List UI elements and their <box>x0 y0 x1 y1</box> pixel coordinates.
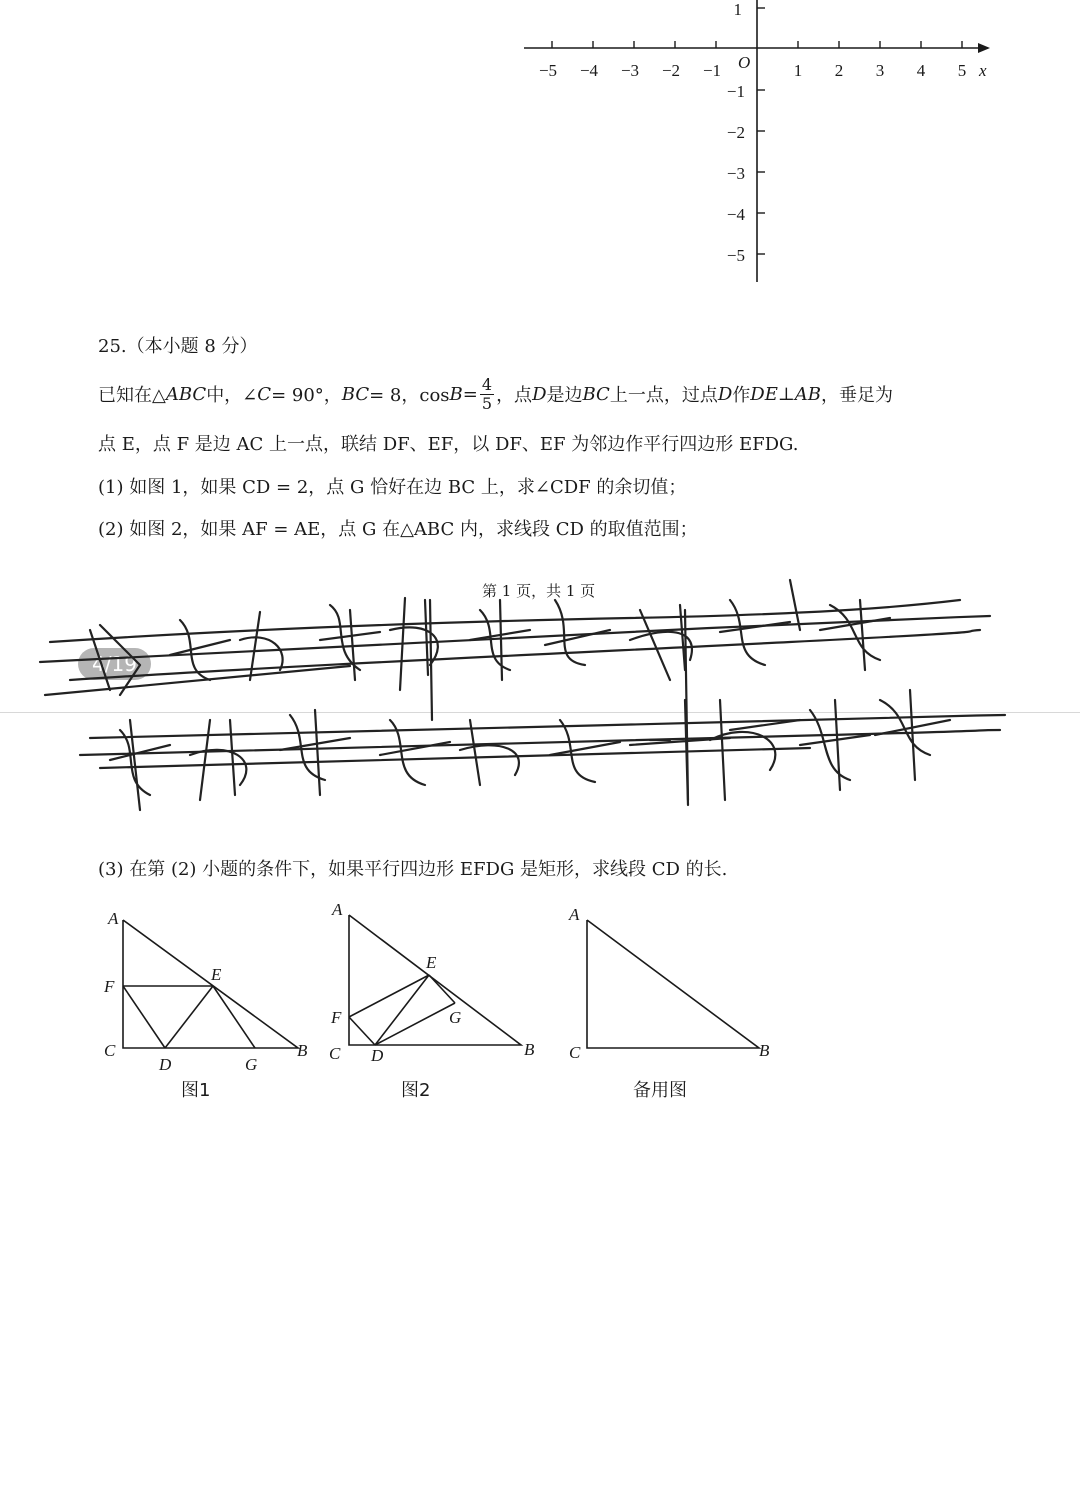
handwritten-scribble <box>30 570 1030 840</box>
point-label: A <box>332 900 343 919</box>
y-tick-label: −5 <box>726 246 745 265</box>
triangle-abc <box>123 920 298 1048</box>
segment-fd <box>349 1017 375 1045</box>
figure-1 <box>98 900 323 1080</box>
x-tick-label: 1 <box>793 61 803 80</box>
x-tick-label: 5 <box>957 61 967 80</box>
figure-2-caption: 图2 <box>401 1080 431 1101</box>
x-tick-label: −4 <box>579 61 599 80</box>
x-tick-label: −5 <box>538 61 558 80</box>
point-label: D <box>371 1046 384 1065</box>
segment-fd <box>123 986 165 1048</box>
y-tick-label: −3 <box>726 164 745 183</box>
fraction-numerator: 4 <box>481 374 493 394</box>
text-span: D <box>717 383 733 405</box>
y-tick-label: −1 <box>726 82 745 101</box>
figure-3 <box>565 898 790 1078</box>
text-span: 中，∠ <box>206 385 258 406</box>
text-span: 上一点，过点 <box>609 385 718 406</box>
point-label: A <box>108 909 119 928</box>
figure-1-caption: 图1 <box>181 1080 211 1101</box>
text-span: = <box>462 383 478 405</box>
problem-part-3: (3) 在第 (2) 小题的条件下，如果平行四边形 EFDG 是矩形，求线段 CD 的长. <box>98 859 728 880</box>
fraction-denominator: 5 <box>481 393 493 413</box>
point-label: F <box>104 977 115 996</box>
x-axis-label: x <box>979 61 987 80</box>
figure-2 <box>325 895 550 1075</box>
x-axis-arrow-icon <box>978 43 990 53</box>
problem-part-1: (1) 如图 1，如果 CD = 2，点 G 恰好在边 BC 上，求∠CDF 的余切值； <box>98 477 687 498</box>
point-label: E <box>426 953 437 972</box>
point-label: D <box>159 1055 172 1074</box>
text-span: AB <box>794 383 822 405</box>
problem-number: 25.（本小题 8 分） <box>98 336 258 357</box>
fraction <box>480 376 494 412</box>
text-span: 作 <box>732 385 751 406</box>
segment-ed <box>375 975 429 1045</box>
page-indicator-badge[interactable]: 4/19 <box>78 648 151 680</box>
y-tick-label: −4 <box>726 205 745 224</box>
point-label: C <box>329 1044 341 1063</box>
x-tick-label: −2 <box>661 61 681 80</box>
point-label: G <box>245 1055 258 1074</box>
segment-fe <box>349 975 429 1017</box>
text-span: B <box>449 383 463 405</box>
text-span: D <box>532 383 547 405</box>
x-tick-label: 3 <box>875 61 885 80</box>
x-tick-label: −1 <box>702 61 722 80</box>
coordinate-plane <box>510 0 1010 290</box>
text-span: = 90°， <box>271 385 342 406</box>
y-tick-label: 1 <box>733 0 742 19</box>
point-label: B <box>524 1040 535 1059</box>
triangle-abc <box>587 920 759 1048</box>
point-label: G <box>449 1008 462 1027</box>
segment-dg <box>375 1003 455 1045</box>
point-label: F <box>331 1008 342 1027</box>
point-label: C <box>569 1043 581 1062</box>
text-span: 已知在△ <box>98 385 166 406</box>
point-label: B <box>759 1041 770 1060</box>
point-label: B <box>297 1041 308 1060</box>
point-label: A <box>569 905 580 924</box>
triangle-abc <box>349 915 521 1045</box>
text-span: ，垂足为 <box>821 385 894 406</box>
page-footer: 第 1 页，共 1 页 <box>482 582 596 600</box>
x-tick-label: −3 <box>620 61 640 80</box>
text-span: ⊥ <box>777 383 795 405</box>
origin-label: O <box>738 53 751 72</box>
problem-part-2: (2) 如图 2，如果 AF = AE，点 G 在△ABC 内，求线段 CD 的取值范围； <box>98 519 698 540</box>
text-span: BC <box>341 383 370 405</box>
text-span: DE <box>750 383 778 405</box>
point-label: C <box>104 1041 116 1060</box>
text-span: 是边 <box>546 385 583 406</box>
problem-line-2: 点 E，点 F 是边 AC 上一点，联结 DF、EF，以 DF、EF 为邻边作平行四边形 EFDG. <box>98 434 799 455</box>
point-label: E <box>211 965 222 984</box>
text-span: BC <box>582 383 610 405</box>
y-tick-label: −2 <box>726 123 745 142</box>
segment-eg <box>213 986 255 1048</box>
figure-3-caption: 备用图 <box>633 1080 687 1101</box>
segment-eg <box>429 975 455 1003</box>
problem-line-1 <box>98 372 893 416</box>
text-span: ，点 <box>496 385 533 406</box>
x-tick-label: 2 <box>834 61 844 80</box>
text-span: = 8，cos <box>369 385 450 406</box>
text-span: C <box>257 383 272 405</box>
text-span: ABC <box>165 383 207 405</box>
x-tick-label: 4 <box>916 61 926 80</box>
segment-ed <box>165 986 213 1048</box>
